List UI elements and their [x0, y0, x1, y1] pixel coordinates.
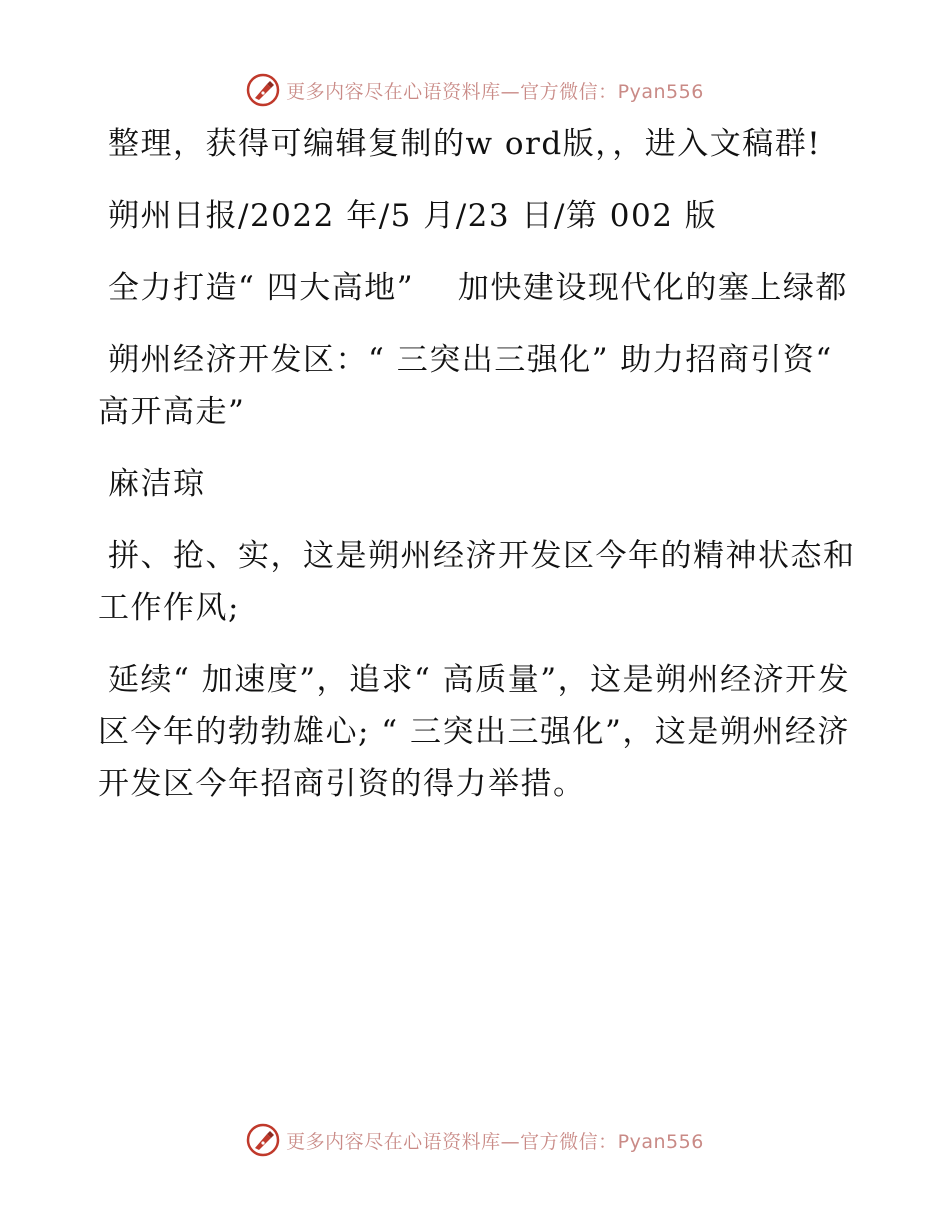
pen-nib-logo-icon	[246, 1123, 280, 1157]
paragraph-body-2: 延续“ 加速度”，追求“ 高质量”，这是朔州经济开发区今年的勃勃雄心; “ 三突出三强化”，这是朔州经济开发区今年招商引资的得力举措。	[98, 662, 851, 802]
pen-nib-logo-icon	[246, 73, 280, 107]
paragraph-subheadline: 朔州经济开发区：“ 三突出三强化” 助力招商引资“ 高开高走”	[98, 342, 833, 430]
paragraph-source: 朔州日报/2022 年/5 月/23 日/第 002 版	[108, 198, 718, 234]
paragraph-body-1: 拼、抢、实，这是朔州经济开发区今年的精神状态和工作作风;	[98, 538, 856, 626]
paragraph-note: 整理，获得可编辑复制的w ord版，，进入文稿群!	[108, 126, 822, 162]
header-watermark	[0, 70, 950, 110]
footer-watermark-text: 更多内容尽在心语资料库—官方微信：Pyan556	[286, 1130, 704, 1153]
paragraph-headline: 全力打造“ 四大高地” 加快建设现代化的塞上绿都	[108, 270, 848, 306]
document-body	[98, 118, 858, 830]
paragraph-author: 麻洁琼	[108, 466, 206, 502]
footer-watermark	[0, 1120, 950, 1160]
header-watermark-text: 更多内容尽在心语资料库—官方微信：Pyan556	[286, 80, 704, 103]
